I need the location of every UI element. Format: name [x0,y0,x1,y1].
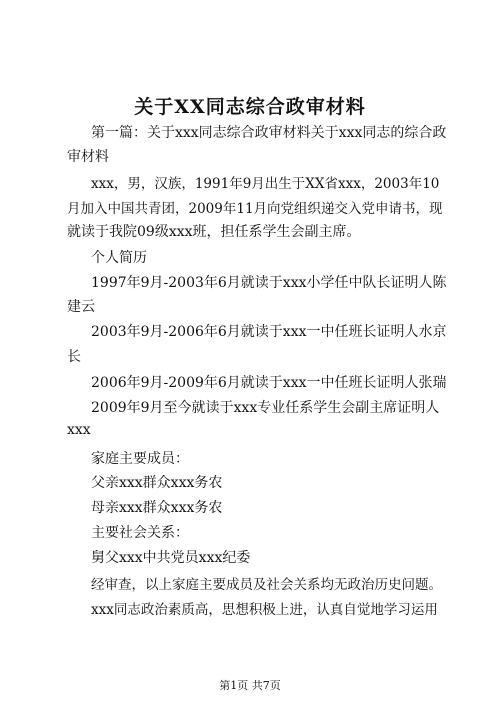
section-heading: 主要社会关系： [91,525,189,541]
paragraph-line: 母亲xxx群众xxx务农 [91,500,223,516]
section-heading: 个人简历 [91,250,147,266]
paragraph-line: xxx同志政治素质高，思想积极上进，认真自觉地学习运用 [91,602,438,618]
document-title: 关于XX同志综合政审材料 [134,96,366,118]
paragraph-line: 2009年9月至今就读于xxx专业任系学生会副主席证明人 [91,400,440,416]
paragraph-line: 2003年9月-2006年6月就读于xxx一中任班长证明人水京 [91,324,447,340]
paragraph-line: 舅父xxx中共党员xxx纪委 [91,550,251,566]
paragraph-line: 月加入中国共青团，2009年11月向党组织递交入党申请书，现 [67,201,443,217]
paragraph-line: 1997年9月-2003年6月就读于xxx小学任中队长证明人陈 [91,275,447,291]
paragraph-line: 第一篇：关于xxx同志综合政审材料关于xxx同志的综合政 [91,125,447,141]
paragraph-line: 经审查，以上家庭主要成员及社会关系均无政治历史问题。 [91,577,442,593]
section-heading: 家庭主要成员： [91,451,189,467]
paragraph-line: 审材料 [67,149,109,165]
page-footer: 第1页 共7页 [219,679,281,692]
paragraph-line: 就读于我院09级xxx班，担任系学生会副主席。 [67,224,361,240]
paragraph-line: 长 [67,349,81,365]
paragraph-line: xxx [67,422,91,438]
paragraph-line: 2006年9月-2009年6月就读于xxx一中任班长证明人张瑞 [91,375,447,391]
paragraph-line: 建云 [67,299,95,315]
paragraph-line: 父亲xxx群众xxx务农 [91,475,223,491]
paragraph-line: xxx，男，汉族，1991年9月出生于XX省xxx，2003年10 [91,176,440,192]
